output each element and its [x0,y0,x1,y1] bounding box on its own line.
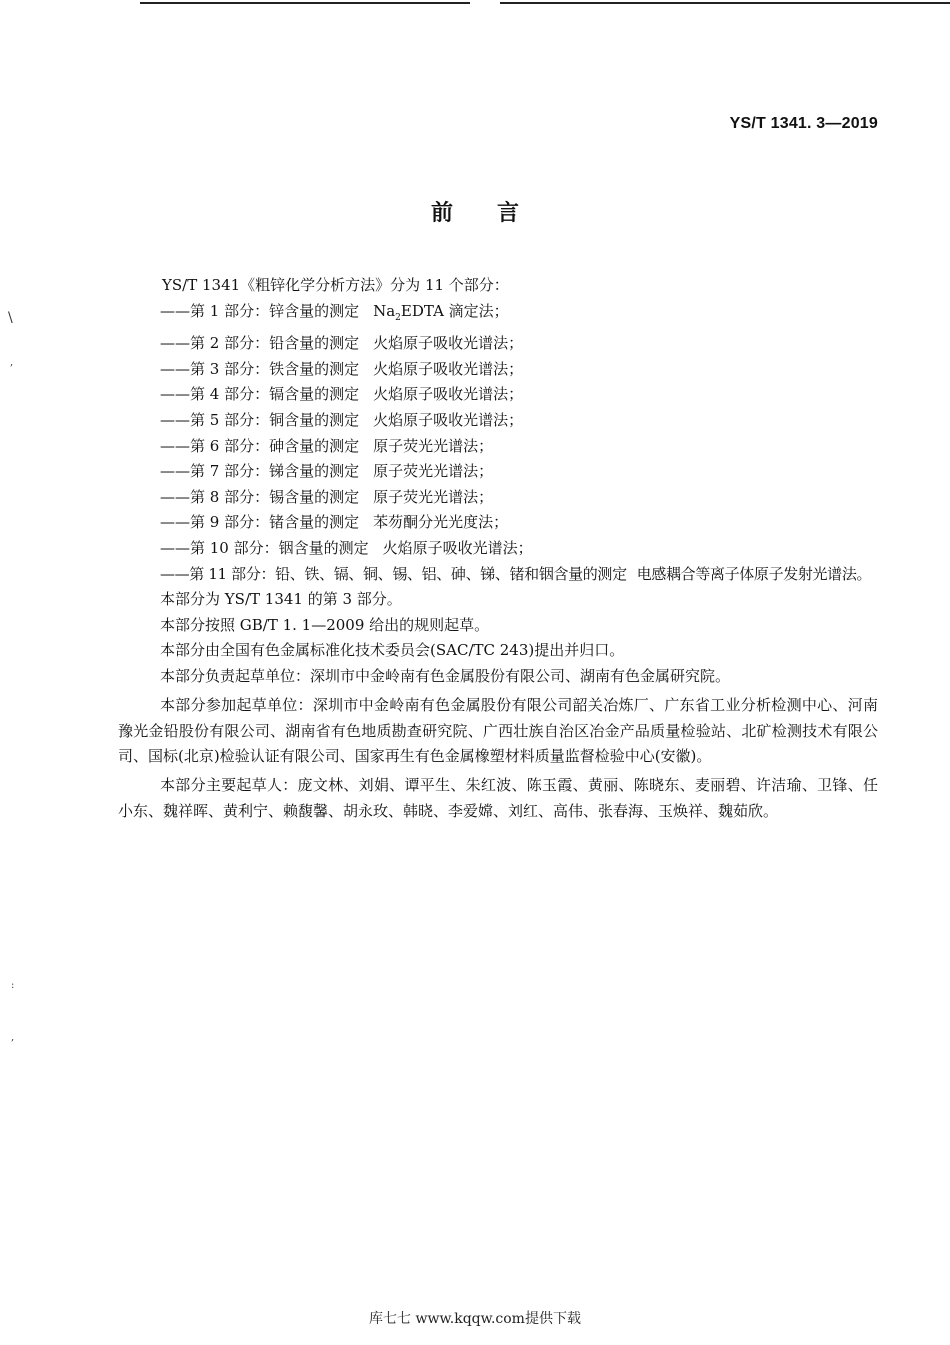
part-item [160,562,878,588]
part-item [160,299,878,332]
participants-paragraph: 本部分参加起草单位：深圳市中金岭南有色金属股份有限公司韶关冶炼厂、广东省工业分析检测中心、河南豫光金铅股份有限公司、湖南省有色地质勘查研究院、广西壮族自治区冶金产品质量检验站、北矿检测技术有限公司、国标(北京)检验认证有限公司、国家再生有色金属橡塑材料质量监督检验中心(安徽)。 [118,696,878,766]
statement-line: 本部分按照 GB/T 1. 1—2009 给出的规则起草。 [160,615,490,634]
part-method: 原子荧光光谱法； [373,462,494,481]
part-label: ——第 5 部分：铜含量的测定 [160,410,360,429]
part-label: ——第 11 部分：铅、铁、镉、铜、锡、铝、砷、锑、锗和铟含量的测定 [160,564,627,583]
part-label: ——第 4 部分：镉含量的测定 [160,385,360,404]
part-item [160,459,878,485]
part-method: 火焰原子吸收光谱法； [373,385,524,404]
part-item [160,434,878,460]
part-method: 苯芴酮分光光度法； [373,513,509,532]
part-method: 火焰原子吸收光谱法； [382,538,533,557]
scan-mark: , [11,1032,15,1043]
page-title: 前言 [430,200,563,226]
part-label: ——第 7 部分：锑含量的测定 [160,462,360,481]
scan-mark: , [10,357,14,368]
part-method: $Na_2EDTA$ 滴定法； [373,301,509,323]
part-method: 电感耦合等离子体原子发射光谱法。 [636,564,872,583]
part-label: ——第 1 部分：锌含量的测定 [160,301,360,320]
scan-line-right [500,2,950,4]
intro-line: YS/T 1341《粗锌化学分析方法》分为 11 个部分： [162,276,509,294]
part-item [160,408,878,434]
part-method: 火焰原子吸收光谱法； [373,410,524,429]
statement-line: 本部分为 YS/T 1341 的第 3 部分。 [160,590,402,609]
part-label: ——第 10 部分：铟含量的测定 [160,538,369,557]
part-method: 原子荧光光谱法； [373,487,494,506]
scan-line-left [140,2,470,4]
drafters-paragraph: 本部分主要起草人：庞文林、刘娟、谭平生、朱红波、陈玉霞、黄丽、陈晓东、麦丽碧、许洁瑜、卫锋、任小东、魏祥晖、黄利宁、赖馥馨、胡永玫、韩晓、李爱嫦、刘红、高伟、张春海、玉焕祥、魏茹欣。 [118,776,878,820]
part-label: ——第 8 部分：锡含量的测定 [160,487,360,506]
part-item [160,357,878,383]
part-item [160,485,878,511]
statement-line: 本部分负责起草单位：深圳市中金岭南有色金属股份有限公司、湖南有色金属研究院。 [160,666,731,685]
part-method: 原子荧光光谱法； [373,436,494,455]
part-item [160,382,878,408]
part-label: ——第 2 部分：铅含量的测定 [160,334,360,353]
part-label: ——第 6 部分：砷含量的测定 [160,436,360,455]
part-method: 火焰原子吸收光谱法； [373,359,524,378]
download-footer: 库七七 www.kqqw.com提供下载 [369,1311,581,1327]
part-label: ——第 9 部分：锗含量的测定 [160,513,360,532]
part-item [160,510,878,536]
foreword-body [118,273,878,824]
scan-mark: \ [8,310,13,326]
part-label: ——第 3 部分：铁含量的测定 [160,359,360,378]
part-item [160,536,878,562]
part-method: 火焰原子吸收光谱法； [373,334,524,353]
standard-number: YS/T 1341. 3—2019 [729,115,878,132]
scan-mark: : [11,980,15,991]
part-item [160,331,878,357]
statement-line: 本部分由全国有色金属标准化技术委员会(SAC/TC 243)提出并归口。 [160,641,625,660]
